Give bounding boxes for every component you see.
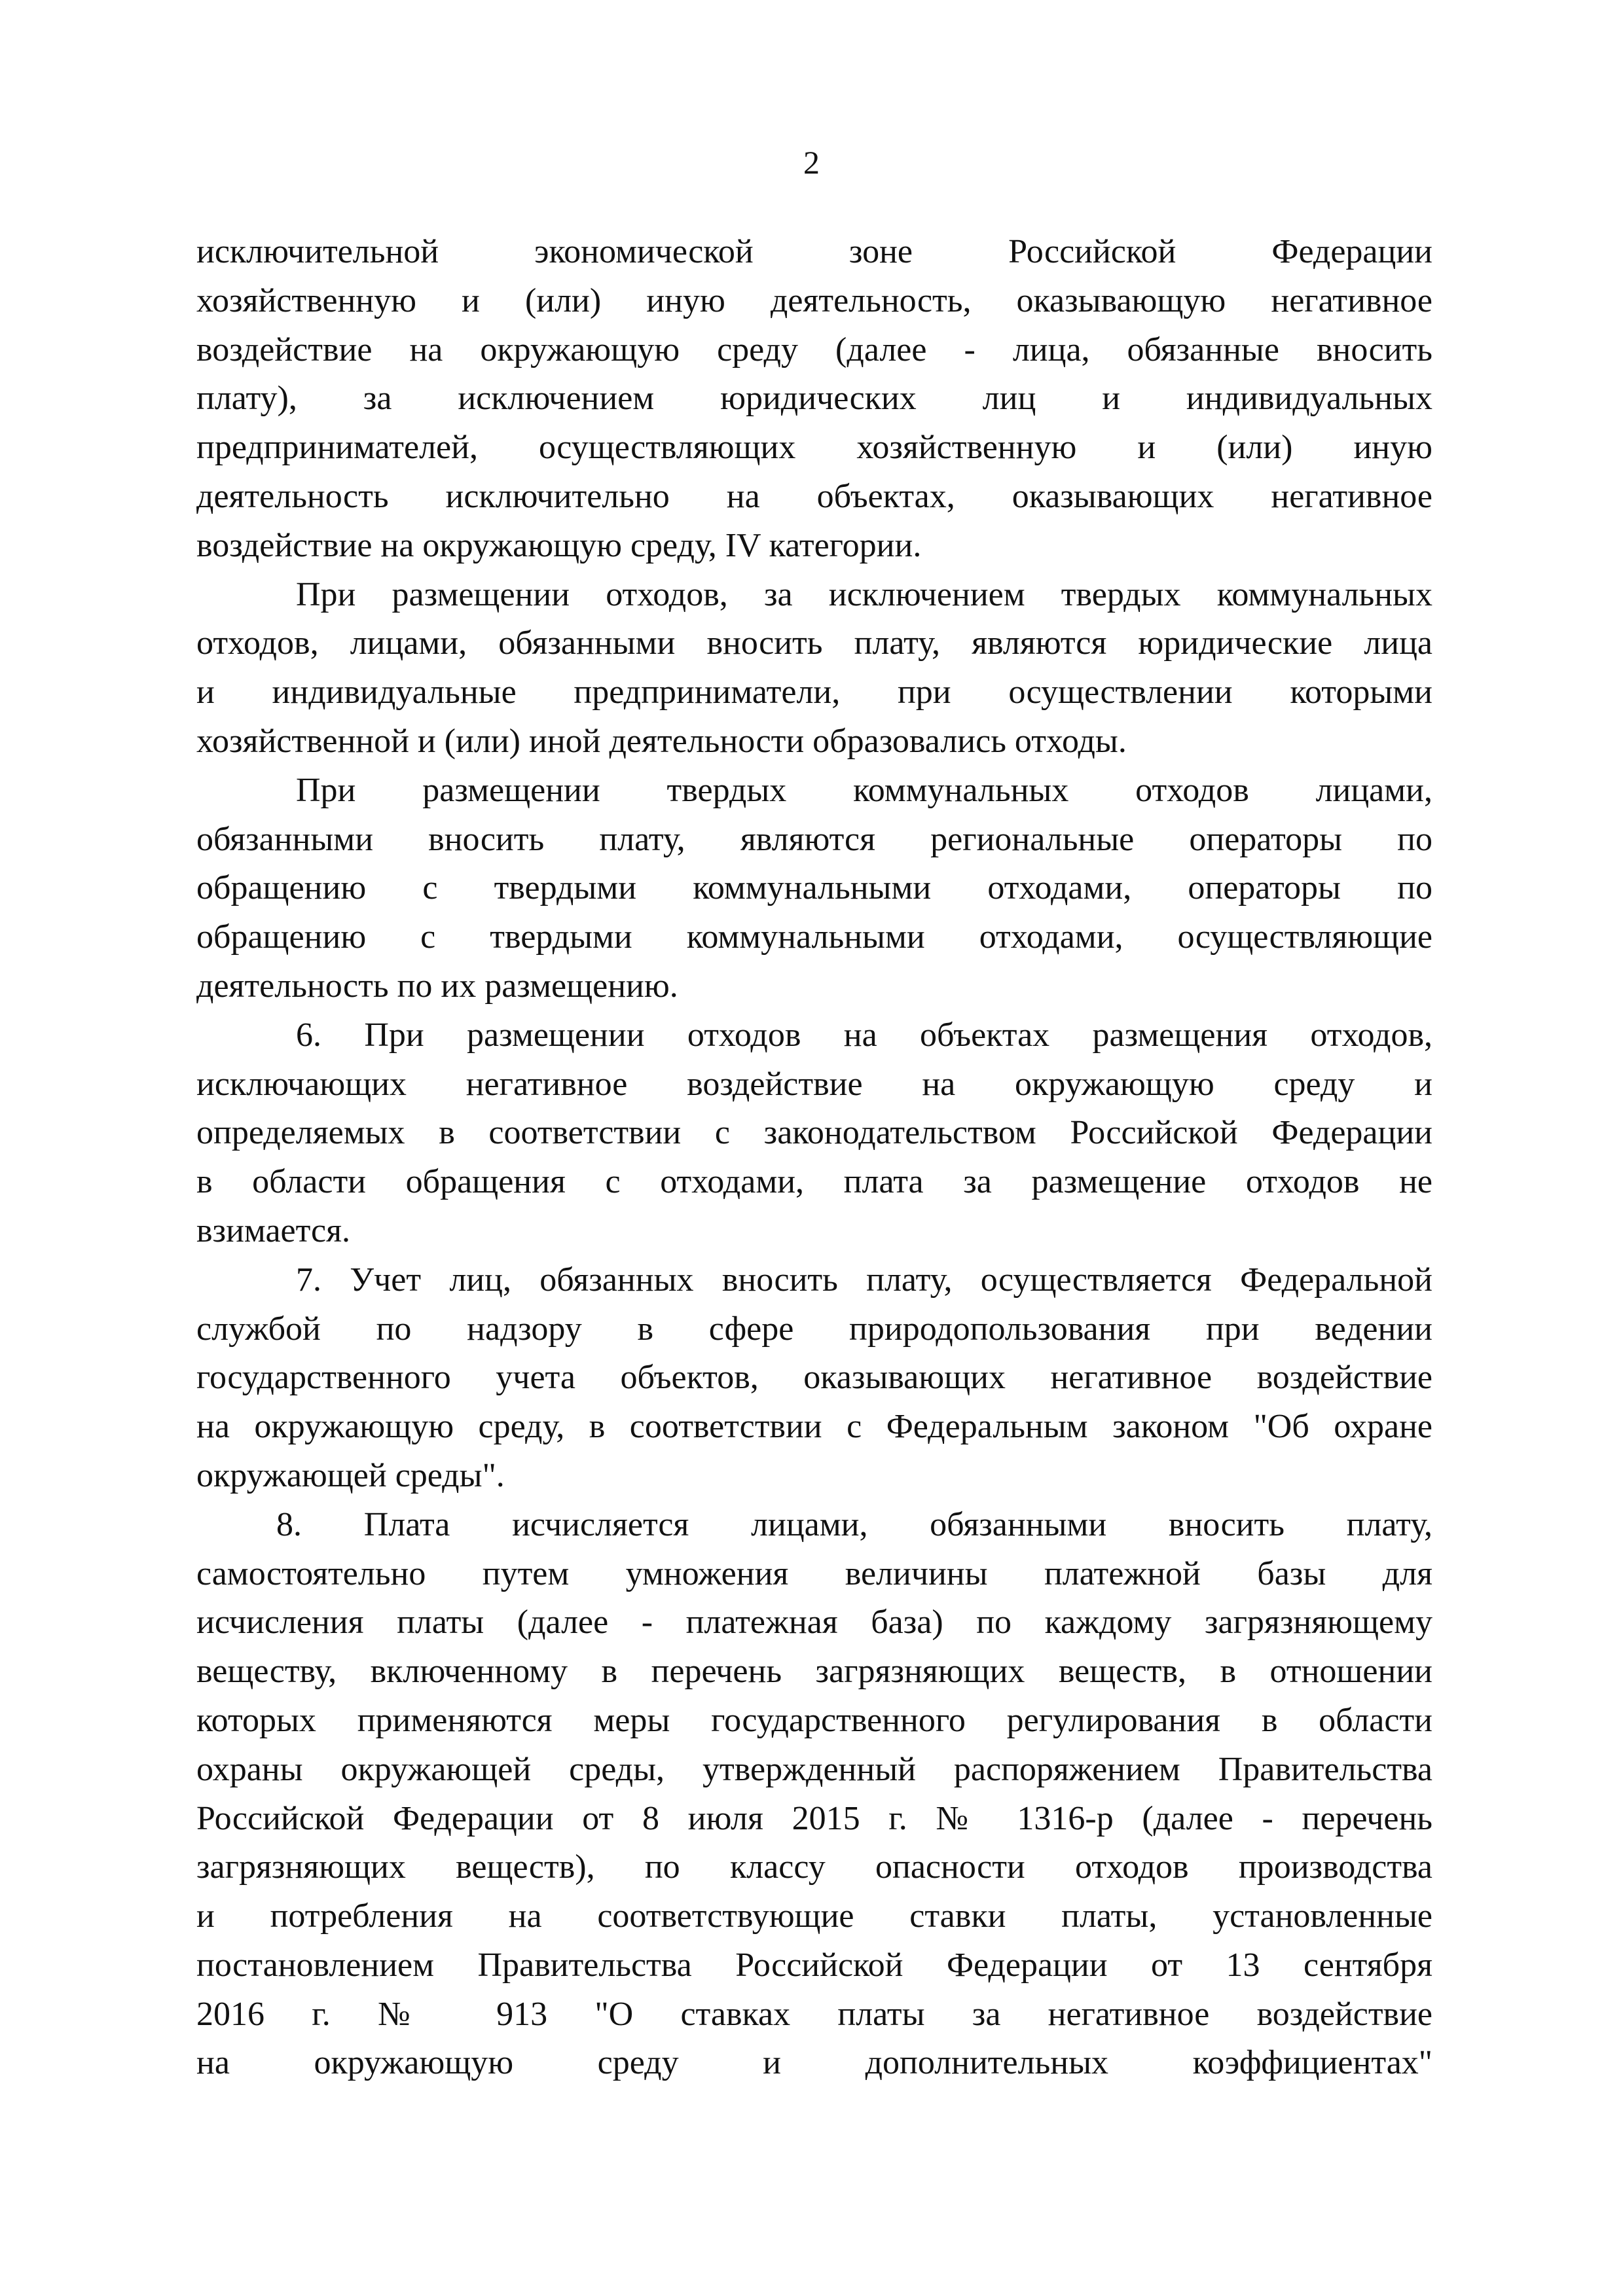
- text-line: которых применяются меры государственного регулирования в области: [196, 1701, 1432, 1739]
- text-line: окружающей среды".: [196, 1456, 505, 1494]
- text-line: взимается.: [196, 1211, 350, 1249]
- text-line: на окружающую среду, в соответствии с Федеральным законом "Об охране: [196, 1408, 1432, 1446]
- text-line: 8. Плата исчисляется лицами, обязанными вносить плату,: [276, 1505, 1432, 1543]
- text-line: 7. Учет лиц, обязанных вносить плату, осуществляется Федеральной: [296, 1261, 1432, 1299]
- text-line: службой по надзору в сфере природопользования при ведении: [196, 1310, 1432, 1348]
- text-line: воздействие на окружающую среду, IV категории.: [196, 526, 922, 564]
- text-line: исчисления платы (далее - платежная база) по каждому загрязняющему: [196, 1604, 1432, 1641]
- text-line: государственного учета объектов, оказывающих негативное воздействие: [196, 1359, 1432, 1397]
- text-line: деятельность исключительно на объектах, оказывающих негативное: [196, 477, 1432, 515]
- text-line: воздействие на окружающую среду (далее - лица, обязанные вносить: [196, 331, 1432, 368]
- text-line: исключительной экономической зоне Российской Федерации: [196, 233, 1432, 270]
- text-line: охраны окружающей среды, утвержденный распоряжением Правительства: [196, 1750, 1432, 1788]
- paragraph-item-8: [196, 1501, 1432, 2089]
- text-line: в области обращения с отходами, плата за размещение отходов не: [196, 1163, 1432, 1201]
- text-line: отходов, лицами, обязанными вносить плату, являются юридические лица: [196, 624, 1432, 662]
- text-line: 6. При размещении отходов на объектах размещения отходов,: [296, 1016, 1432, 1054]
- text-line: При размещении твердых коммунальных отходов лицами,: [296, 771, 1432, 809]
- paragraph-item-7: [196, 1256, 1432, 1501]
- text-line: и потребления на соответствующие ставки платы, установленные: [196, 1897, 1432, 1935]
- text-line: хозяйственную и (или) иную деятельность, оказывающую негативное: [196, 281, 1432, 319]
- text-line: и индивидуальные предприниматели, при осуществлении которыми: [196, 673, 1432, 711]
- document-body: [196, 228, 1432, 2088]
- text-line: на окружающую среду и дополнительных коэффициентах": [196, 2044, 1432, 2082]
- text-line: самостоятельно путем умножения величины платежной базы для: [196, 1554, 1432, 1592]
- text-line: деятельность по их размещению.: [196, 967, 678, 1005]
- text-line: исключающих негативное воздействие на окружающую среду и: [196, 1065, 1432, 1103]
- paragraph-item-6: [196, 1011, 1432, 1256]
- text-line: плату), за исключением юридических лиц и индивидуальных: [196, 380, 1432, 418]
- text-line: постановлением Правительства Российской Федерации от 13 сентября: [196, 1946, 1432, 1984]
- text-line: веществу, включенному в перечень загрязняющих веществ, в отношении: [196, 1653, 1432, 1691]
- paragraph-continuation: [196, 228, 1432, 571]
- text-line: обязанными вносить плату, являются региональные операторы по: [196, 820, 1432, 858]
- text-line: предпринимателей, осуществляющих хозяйственную и (или) иную: [196, 429, 1432, 467]
- text-line: хозяйственной и (или) иной деятельности образовались отходы.: [196, 722, 1127, 760]
- text-line: При размещении отходов, за исключением твердых коммунальных: [296, 575, 1432, 613]
- text-line: определяемых в соответствии с законодательством Российской Федерации: [196, 1114, 1432, 1152]
- paragraph-municipal-waste: [196, 766, 1432, 1011]
- page-number: 2: [803, 144, 820, 181]
- text-line: обращению с твердыми коммунальными отходами, осуществляющие: [196, 918, 1432, 956]
- text-line: загрязняющих веществ), по классу опасности отходов производства: [196, 1848, 1432, 1886]
- text-line: обращению с твердыми коммунальными отходами, операторы по: [196, 869, 1432, 907]
- text-line: Российской Федерации от 8 июля 2015 г. № 1316-р (далее - перечень: [196, 1799, 1432, 1837]
- paragraph-waste-disposal: [196, 571, 1432, 766]
- text-line: 2016 г. № 913 "О ставках платы за негативное воздействие: [196, 1995, 1432, 2033]
